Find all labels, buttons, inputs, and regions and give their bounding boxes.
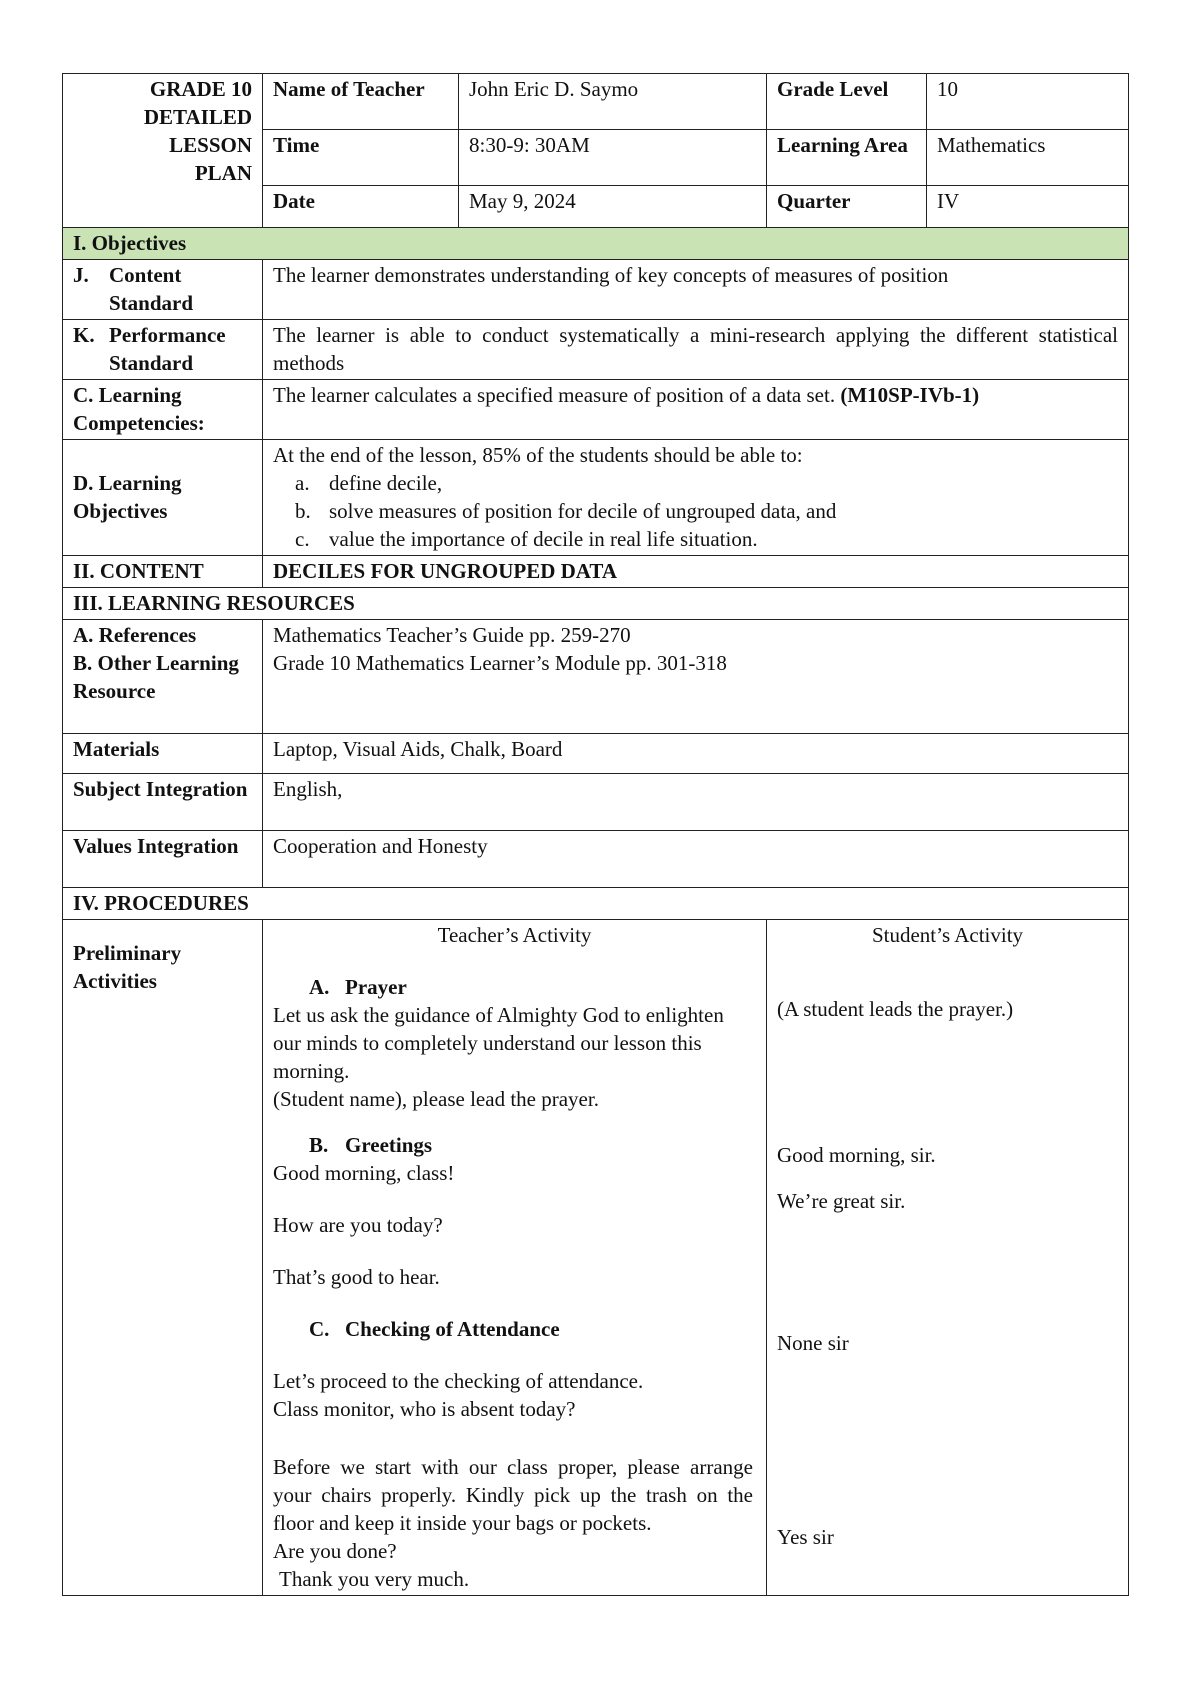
list-item <box>273 469 1118 497</box>
attendance-teacher-paragraph: Before we start with our class proper, please arrange your chairs properly. Kindly pick up the trash on the floor and keep it inside your bags or pockets. <box>273 1455 753 1535</box>
greetings-student-line: We’re great sir. <box>777 1189 906 1213</box>
greetings-heading <box>273 1131 756 1159</box>
content-standard-label-text: Content Standard <box>109 263 194 315</box>
list-item <box>273 525 1118 553</box>
prayer-teacher-text-2: (Student name), please lead the prayer. <box>273 1087 599 1111</box>
materials-value: Laptop, Visual Aids, Chalk, Board <box>263 734 1129 774</box>
grade-level-label: Grade Level <box>767 74 927 130</box>
performance-standard-text: The learner is able to conduct systematically a mini-research applying the different statistical methods <box>263 320 1129 380</box>
performance-standard-label <box>63 320 263 380</box>
materials-label: Materials <box>63 734 263 774</box>
list-item-marker: a. <box>295 471 310 495</box>
teacher-name-label: Name of Teacher <box>263 74 459 130</box>
learning-objectives-cell <box>263 440 1129 556</box>
subject-integration-label: Subject Integration <box>63 774 263 831</box>
list-item-text: solve measures of position for decile of ungrouped data, and <box>329 499 837 523</box>
lesson-plan-sheet <box>62 73 1128 1596</box>
attendance-marker: C. <box>309 1317 330 1341</box>
competency-code: (M10SP-IVb-1) <box>840 383 980 407</box>
learning-objectives-label: D. Learning Objectives <box>63 440 263 556</box>
procedures-heading: IV. PROCEDURES <box>63 888 1129 920</box>
greetings-teacher-line: That’s good to hear. <box>273 1265 440 1289</box>
list-item-marker: c. <box>295 527 310 551</box>
date-value: May 9, 2024 <box>459 186 767 228</box>
content-standard-marker: J. <box>73 263 89 287</box>
time-value: 8:30-9: 30AM <box>459 130 767 186</box>
learning-competencies-label: C. Learning Competencies: <box>63 380 263 440</box>
learning-objectives-list <box>273 469 1118 553</box>
attendance-teacher-line-2: Class monitor, who is absent today? <box>273 1397 576 1421</box>
learning-area-label: Learning Area <box>767 130 927 186</box>
values-integration-label: Values Integration <box>63 831 263 888</box>
performance-standard-marker: K. <box>73 323 95 347</box>
student-activity-cell <box>767 920 1129 1596</box>
doc-title-line: LESSON <box>169 133 252 157</box>
doc-title <box>63 74 263 228</box>
learning-competencies-cell <box>263 380 1129 440</box>
preliminary-activities-label: Preliminary Activities <box>73 941 182 993</box>
lesson-plan-table <box>62 73 1129 1596</box>
attendance-teacher-question: Are you done? <box>273 1539 397 1563</box>
content-standard-text: The learner demonstrates understanding of key concepts of measures of position <box>263 260 1129 320</box>
prayer-heading <box>273 973 756 1001</box>
greetings-teacher-line: Good morning, class! <box>273 1161 455 1185</box>
reference-line: Mathematics Teacher’s Guide pp. 259-270 <box>273 623 631 647</box>
learning-competencies-text: The learner calculates a specified measure of position of a data set. <box>273 383 836 407</box>
teacher-name-value: John Eric D. Saymo <box>459 74 767 130</box>
objectives-heading: I. Objectives <box>63 228 1129 260</box>
learning-objectives-intro: At the end of the lesson, 85% of the students should be able to: <box>273 443 803 467</box>
performance-standard-label-text: Performance Standard <box>109 323 226 375</box>
list-item <box>273 497 1118 525</box>
resources-heading: III. LEARNING RESOURCES <box>63 588 1129 620</box>
attendance-teacher-thanks: Thank you very much. <box>279 1567 470 1591</box>
prayer-title: Prayer <box>345 975 407 999</box>
attendance-heading <box>273 1315 756 1343</box>
references-cell <box>263 620 1129 734</box>
attendance-student-done: Yes sir <box>777 1525 834 1549</box>
prayer-teacher-text: Let us ask the guidance of Almighty God to enlighten our minds to completely understand our lesson this morning. <box>273 1003 724 1083</box>
quarter-value: IV <box>927 186 1129 228</box>
greetings-marker: B. <box>309 1133 329 1157</box>
grade-level-value: 10 <box>927 74 1129 130</box>
preliminary-activities-cell <box>63 920 263 1596</box>
doc-title-line: PLAN <box>194 161 252 185</box>
date-label: Date <box>263 186 459 228</box>
greetings-student-line: Good morning, sir. <box>777 1143 936 1167</box>
teacher-activity-cell <box>263 920 767 1596</box>
learning-area-value: Mathematics <box>927 130 1129 186</box>
values-integration-value: Cooperation and Honesty <box>263 831 1129 888</box>
list-item-text: define decile, <box>329 471 443 495</box>
doc-title-line: DETAILED <box>143 105 252 129</box>
list-item-text: value the importance of decile in real life situation. <box>329 527 758 551</box>
references-label-cell <box>63 620 263 734</box>
prayer-marker: A. <box>309 975 330 999</box>
reference-line: Grade 10 Mathematics Learner’s Module pp. 301-318 <box>273 651 727 675</box>
greetings-title: Greetings <box>345 1133 433 1157</box>
other-resources-label: B. Other Learning Resource <box>73 651 239 703</box>
quarter-label: Quarter <box>767 186 927 228</box>
subject-integration-value: English, <box>263 774 1129 831</box>
content-label: II. CONTENT <box>63 556 263 588</box>
teacher-activity-heading: Teacher’s Activity <box>437 923 592 947</box>
content-standard-label <box>63 260 263 320</box>
references-label: A. References <box>73 623 197 647</box>
doc-title-line: GRADE 10 <box>149 77 252 101</box>
attendance-student-absent: None sir <box>777 1331 849 1355</box>
attendance-title: Checking of Attendance <box>345 1317 560 1341</box>
greetings-teacher-line: How are you today? <box>273 1213 443 1237</box>
prayer-student-text: (A student leads the prayer.) <box>777 997 1014 1021</box>
time-label: Time <box>263 130 459 186</box>
content-value: DECILES FOR UNGROUPED DATA <box>263 556 1129 588</box>
student-activity-heading: Student’s Activity <box>871 923 1024 947</box>
list-item-marker: b. <box>295 499 311 523</box>
attendance-teacher-line-1: Let’s proceed to the checking of attendance. <box>273 1369 644 1393</box>
